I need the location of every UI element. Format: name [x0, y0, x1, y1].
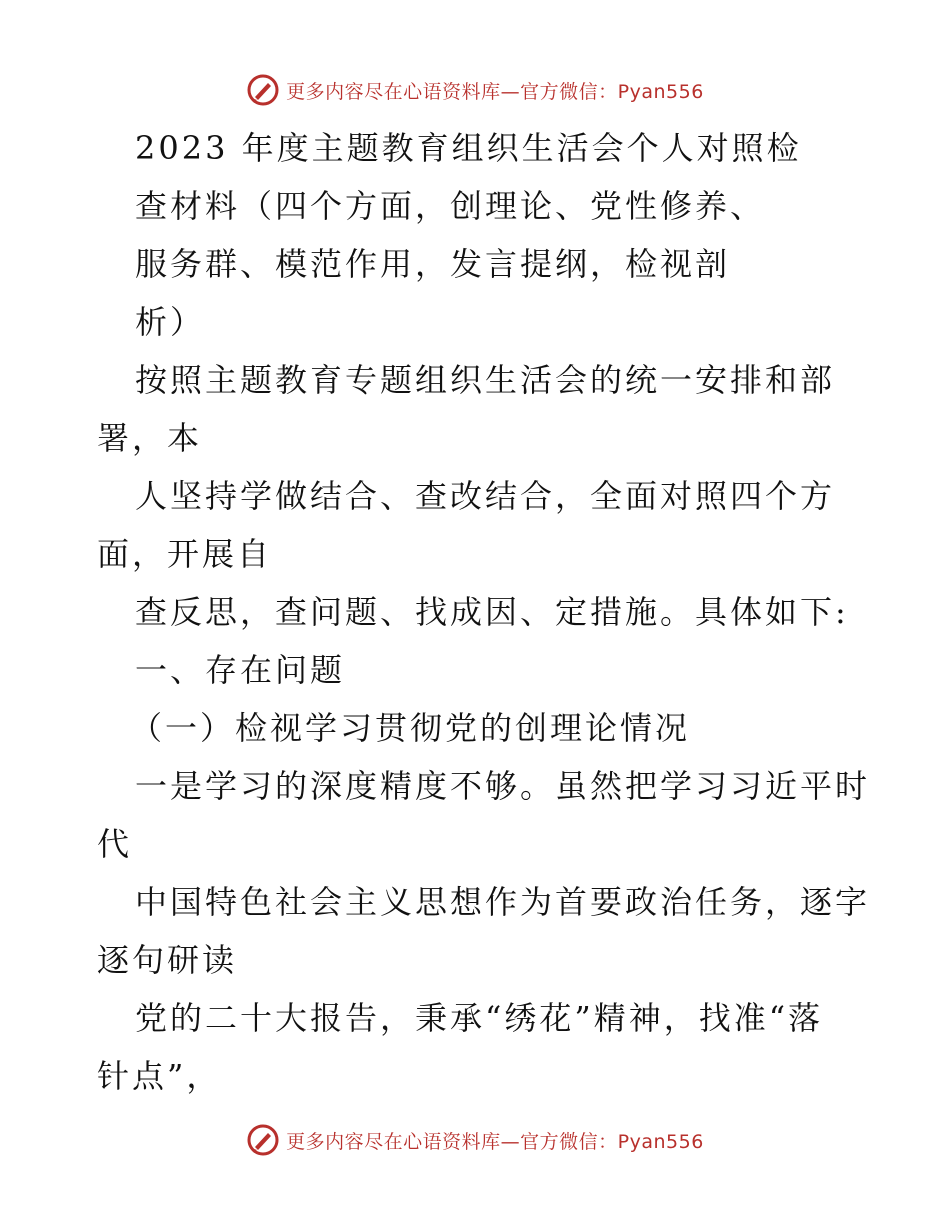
- paragraph-line: 查反思，查问题、找成因、定措施。具体如下:: [135, 593, 849, 631]
- pen-logo-icon: [246, 1123, 280, 1157]
- paragraph-line: 人坚持学做结合、查改结合，全面对照四个方: [135, 477, 836, 515]
- paragraph-line: 署，本: [97, 419, 203, 457]
- pen-logo-icon: [246, 73, 280, 107]
- title-line-2: 查材料（四个方面，创理论、党性修养、: [135, 187, 766, 225]
- title-line-1: 2023 年度主题教育组织生活会个人对照检: [135, 129, 802, 167]
- paragraph-line: 按照主题教育专题组织生活会的统一安排和部: [135, 361, 836, 399]
- watermark-text: 更多内容尽在心语资料库—官方微信：Pyan556: [286, 1130, 704, 1153]
- header-watermark-banner: [0, 68, 950, 112]
- paragraph-line: 党的二十大报告，秉承“绣花”精神，找准“落: [135, 999, 824, 1037]
- paragraph-line: 代: [97, 825, 133, 863]
- paragraph-line: 一是学习的深度精度不够。虽然把学习习近平时: [135, 767, 871, 805]
- footer-watermark-banner: [0, 1118, 950, 1162]
- watermark-text: 更多内容尽在心语资料库—官方微信：Pyan556: [286, 80, 704, 103]
- title-line-4: 析）: [135, 303, 206, 341]
- paragraph-line: 中国特色社会主义思想作为首要政治任务，逐字: [135, 883, 871, 921]
- paragraph-line: 面，开展自: [97, 535, 273, 573]
- paragraph-line: 逐句研读: [97, 941, 238, 979]
- subsection-heading: （一）检视学习贯彻党的创理论情况: [130, 709, 691, 747]
- title-line-3: 服务群、模范作用，发言提纲，检视剖: [135, 245, 731, 283]
- paragraph-line: 针点”，: [97, 1057, 222, 1095]
- section-heading: 一、存在问题: [135, 651, 346, 689]
